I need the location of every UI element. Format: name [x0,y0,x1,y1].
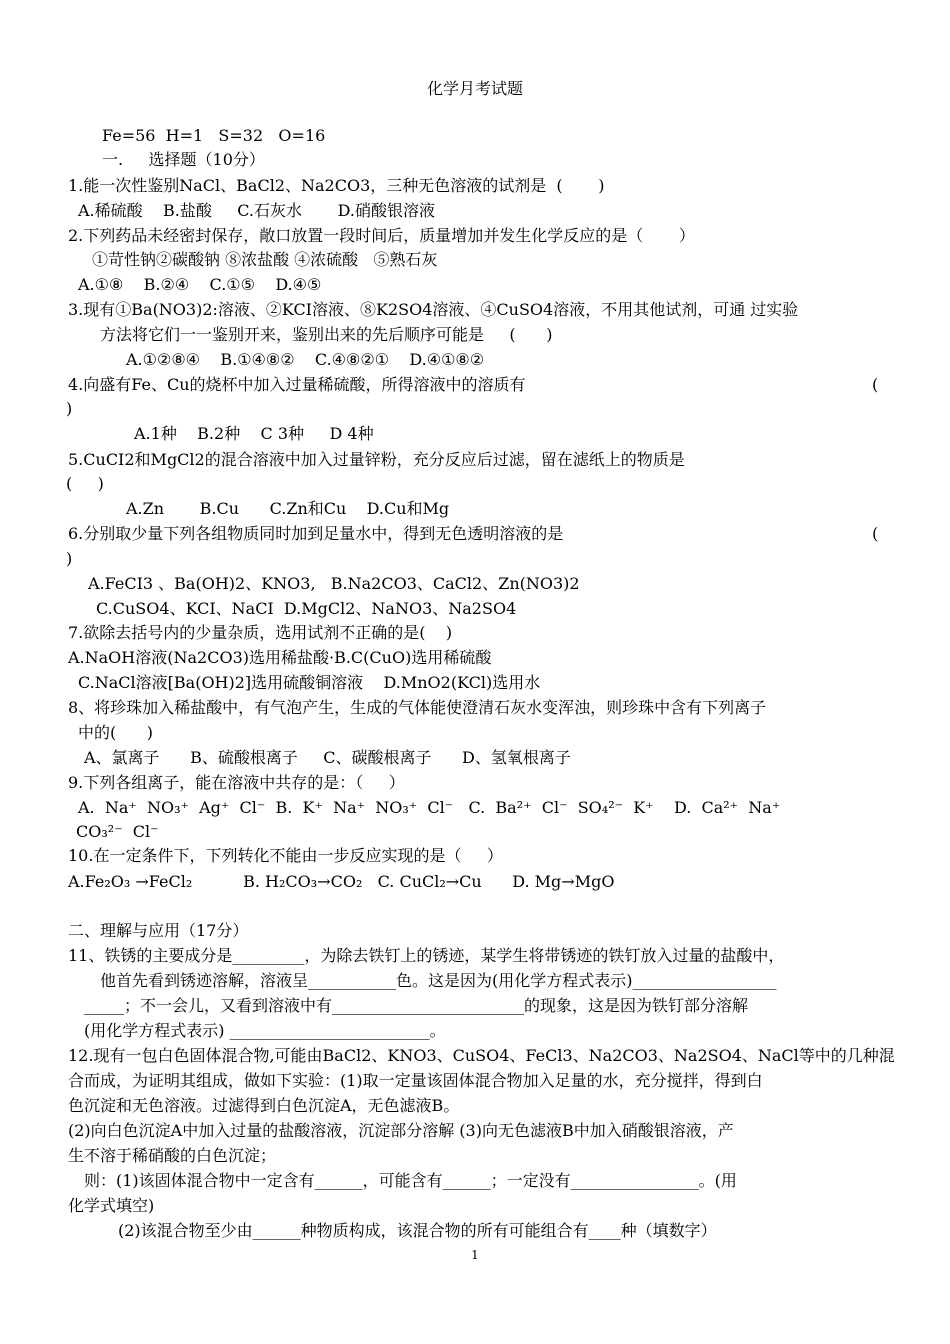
text-line: 12.现有一包白色固体混合物,可能由BaCl2、KNO3、CuSO4、FeCl3、Na2CO3、Na2SO4、NaCl等中的几种混 [68,1046,895,1065]
text-line: (2)向白色沉淀A中加入过量的盐酸溶液，沉淀部分溶解 (3)向无色滤液B中加入硝酸银溶液，产 [68,1121,734,1140]
text-line: 1.能一次性鉴别NaCl、BaCl2、Na2CO3，三种无色溶液的试剂是 ( ) [68,176,605,195]
text-line: (用化学方程式表示) _________________________。 [84,1021,446,1040]
q9-options: A. Na⁺ NO₃⁺ Ag⁺ Cl⁻ B. K⁺ Na⁺ NO₃⁺ Cl⁻ C. Ba²⁺ Cl⁻ SO₄²⁻ K⁺ D. Ca²⁺ Na⁺ [78,798,781,817]
text-line: 方法将它们一一鉴别开来，鉴别出来的先后顺序可能是 ( ) [100,325,553,344]
text-line: ( [872,524,879,543]
text-line: ①苛性钠②碳酸钠 ⑧浓盐酸 ④浓硫酸 ⑤熟石灰 [92,250,438,269]
text-line: 8、将珍珠加入稀盐酸中，有气泡产生，生成的气体能使澄清石灰水变浑浊，则珍珠中含有下列离子 [68,698,767,717]
text-line: ) [66,399,73,418]
text-line: A.①⑧ B.②④ C.①⑤ D.④⑤ [78,275,322,294]
text-line: A.①②⑧④ B.①④⑧② C.④⑧②① D.④①⑧② [126,350,485,369]
text-line: ( [872,375,879,394]
text-line: (2)该混合物至少由______种物质构成，该混合物的所有可能组合有____种（填数字） [118,1221,717,1240]
text-line: 4.向盛有Fe、Cu的烧杯中加入过量稀硫酸，所得溶液中的溶质有 [68,375,526,394]
text-line: A.稀硫酸 B.盐酸 C.石灰水 D.硝酸银溶液 [78,201,435,220]
text-line: 3.现有①Ba(NO3)2:溶液、②KCI溶液、⑧K2SO4溶液、④CuSO4溶液，不用其他试剂，可通 过实验 [68,300,799,319]
text-line: 5.CuCI2和MgCl2的混合溶液中加入过量锌粉，充分反应后过滤，留在滤纸上的物质是 [68,450,685,469]
q9-options-cont: CO₃²⁻ Cl⁻ [76,822,159,841]
text-line: Fe=56 H=1 S=32 O=16 [102,126,326,145]
text-line: 二、理解与应用（17分） [68,921,249,940]
text-line: 化学式填空) [68,1196,155,1215]
text-line: _____；不一会儿，又看到溶液中有________________________的现象，这是因为铁钉部分溶解 [84,996,749,1015]
text-line: 他首先看到锈迹溶解，溶液呈___________色。这是因为(用化学方程式表示)__________________ [100,971,777,990]
text-line: 则：(1)该固体混合物中一定含有______，可能含有______；一定没有________________。(用 [84,1171,737,1190]
text-line: 合而成，为证明其组成，做如下实验：(1)取一定量该固体混合物加入足量的水，充分搅拌，得到白 [68,1071,763,1090]
q10-options: A.Fe₂O₃ →FeCl₂ B. H₂CO₃→CO₂ C. CuCl₂→Cu D. Mg→MgO [68,872,615,891]
text-line: 7.欲除去括号内的少量杂质，选用试剂不正确的是( ) [68,623,453,642]
text-line: 6.分别取少量下列各组物质同时加到足量水中，得到无色透明溶液的是 [68,524,564,543]
text-line: ) [66,549,73,568]
text-line: 色沉淀和无色溶液。过滤得到白色沉淀A，无色滤液B。 [68,1096,460,1115]
text-line: 一. 选择题（10分） [102,150,265,169]
text-line: 10.在一定条件下，下列转化不能由一步反应实现的是（ ） [68,846,503,865]
text-line: C.CuSO4、KCI、NaCI D.MgCl2、NaNO3、Na2SO4 [96,599,517,618]
text-line: 2.下列药品未经密封保存，敞口放置一段时间后，质量增加并发生化学反应的是（ ） [68,226,695,245]
text-line: 中的( ) [78,723,154,742]
text-line: A.Zn B.Cu C.Zn和Cu D.Cu和Mg [126,499,450,518]
text-line: A.NaOH溶液(Na2CO3)选用稀盐酸·B.C(CuO)选用稀硫酸 [68,648,492,667]
text-line: A.FeCI3 、Ba(OH)2、KNO3, B.Na2CO3、CaCl2、Zn(NO3)2 [88,574,580,593]
text-line: 9.下列各组离子，能在溶液中共存的是：（ ） [68,773,405,792]
page-title: 化学月考试题 [426,79,523,98]
text-line: A、氯离子 B、硫酸根离子 C、碳酸根离子 D、氢氧根离子 [84,748,571,767]
text-line: 11、铁锈的主要成分是_________，为除去铁钉上的锈迹，某学生将带锈迹的铁钉放入过量的盐酸中， [68,946,785,965]
text-line: 生不溶于稀硝酸的白色沉淀； [68,1146,277,1165]
page-number: 1 [471,1248,479,1262]
text-line: A.1种 B.2种 C 3种 D 4种 [134,424,374,443]
text-line: ( ) [66,474,104,493]
text-line: C.NaCl溶液[Ba(OH)2]选用硫酸铜溶液 D.MnO2(KCl)选用水 [78,673,541,692]
